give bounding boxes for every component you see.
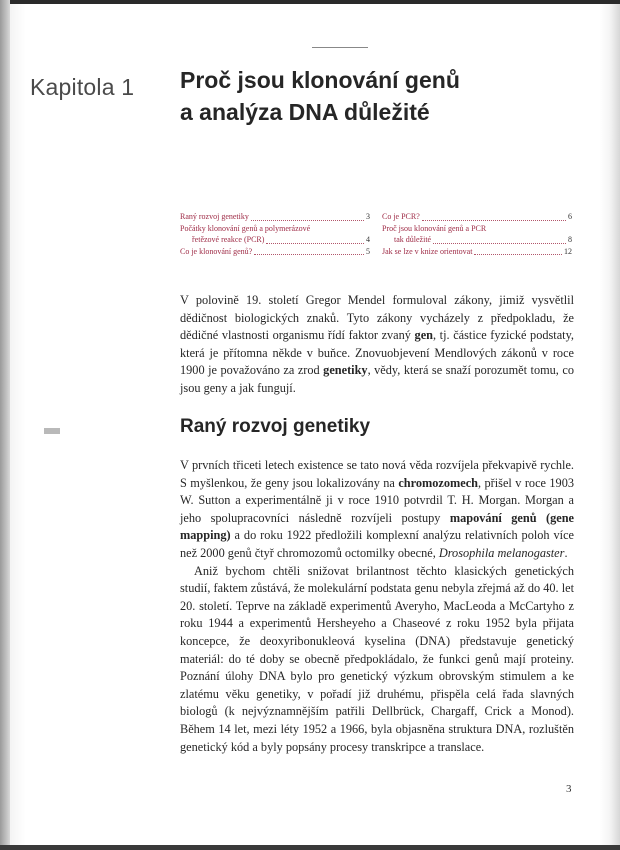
toc-entry-text: Raný rozvoj genetiky bbox=[180, 212, 249, 221]
chapter-title bbox=[180, 64, 580, 128]
toc-entry-page: 8 bbox=[568, 235, 572, 244]
toc-entry-page: 3 bbox=[366, 212, 370, 221]
toc-right-column bbox=[382, 211, 572, 257]
section-body bbox=[180, 457, 574, 756]
toc-entry-page: 6 bbox=[568, 212, 572, 221]
header-rule bbox=[312, 47, 368, 48]
intro-paragraph: V polovině 19. století Gregor Mendel formuloval zákony, jimiž vysvětlil dědičnost biologických znaků. Tyto zákony vycházely z předpokladu, že dědičné vlastnosti organismu řídí faktor zvaný gen, tj. částice fyzické podstaty, která je přítomna někde v buňce. Znovuobjevení Mendlových zákonů v roce 1900 je považováno za zrod genetiky, vědy, která se snaží porozumět tomu, co jsou geny a jak fungují. bbox=[180, 293, 575, 395]
toc-entry[interactable] bbox=[382, 223, 572, 246]
toc-entry[interactable] bbox=[180, 223, 370, 246]
toc-entry[interactable] bbox=[180, 211, 370, 223]
page-bottom-edge bbox=[0, 845, 620, 850]
toc-entry-text: Počátky klonování genů a polymerázové bbox=[180, 223, 311, 233]
toc-entry-text: Proč jsou klonování genů a PCR bbox=[382, 223, 487, 233]
toc-entry[interactable] bbox=[180, 246, 370, 258]
chapter-title-line-1: Proč jsou klonování genů bbox=[180, 67, 460, 93]
page-number: 3 bbox=[566, 783, 572, 795]
toc-entry-text: Jak se lze v knize orientovat bbox=[382, 246, 473, 256]
book-spine-shadow bbox=[0, 0, 10, 850]
toc-left-column bbox=[180, 211, 370, 257]
margin-marker bbox=[44, 428, 60, 434]
chapter-title-line-2: a analýza DNA důležité bbox=[180, 99, 430, 125]
section-paragraph-1: V prvních třiceti letech existence se tato nová věda rozvíjela překvapivě rychle. S myšlenkou, že geny jsou lokalizovány na chromozomech, přišel v roce 1903 W. Sutton a experimentálně ji v roce 1910 potvrdil T. H. Morgan. Morgan a jeho spolupracovníci následně rozvíjeli postupy mapování genů (gene mapping) a do roku 1922 předložili komplexní analýzu relativních poloh více než 2000 genů čtyř chromozomů octomilky obecné, Drosophila melanogaster. bbox=[180, 458, 575, 560]
term-chromozomy: chromozomech bbox=[398, 475, 478, 490]
toc-entry-text-cont: tak důležité bbox=[394, 235, 432, 244]
species-name: Drosophila melanogaster bbox=[438, 545, 565, 560]
toc-entry-page: 5 bbox=[366, 246, 370, 256]
toc-entry[interactable] bbox=[382, 246, 572, 258]
page-top-edge bbox=[0, 0, 620, 4]
toc-entry[interactable] bbox=[382, 211, 572, 223]
section-paragraph-2: Aniž bychom chtěli snižovat brilantnost těchto klasických genetických studií, faktem zůstává, že molekulární podstata genu nebyla zřejmá až do 40. let 20. století. Teprve na základě experimentů Averyho, MacLeoda a McCartyho z roku 1944 a experimentů Hersheyeho a Chaseové z roku 1952 byla přijata koncepce, že deoxyribonukleová kyselina (DNA) představuje genetický materiál: do té doby se obecně předpokládalo, že funkci genů mají proteiny. Poznání úlohy DNA bylo pro genetický výzkum obrovským stimulem a ke zlatému věku genetiky, v pořadí již druhému, přispěla celá řada slavných biologů (k nejvýznamnějším patřili Dellbrück, Chargaff, Crick a Monod). Během 14 let, mezi léty 1952 a 1966, byla objasněna struktura DNA, rozluštěn genetický kód a byly popsány procesy transkripce a translace. bbox=[180, 563, 574, 754]
term-gen: gen bbox=[414, 328, 433, 343]
toc-entry-page: 4 bbox=[366, 235, 370, 244]
toc-entry-text: Co je PCR? bbox=[382, 212, 420, 221]
toc-entry-text-cont: řetězové reakce (PCR) bbox=[192, 235, 265, 244]
term-genetika: genetiky bbox=[323, 363, 368, 378]
section-heading: Raný rozvoj genetiky bbox=[180, 416, 371, 437]
toc-entry-page: 12 bbox=[564, 246, 572, 256]
term-mapovani-genu: mapování genů (gene mapping) bbox=[180, 510, 574, 543]
toc-entry-text: Co je klonování genů? bbox=[180, 246, 253, 256]
chapter-label: Kapitola 1 bbox=[30, 74, 135, 100]
